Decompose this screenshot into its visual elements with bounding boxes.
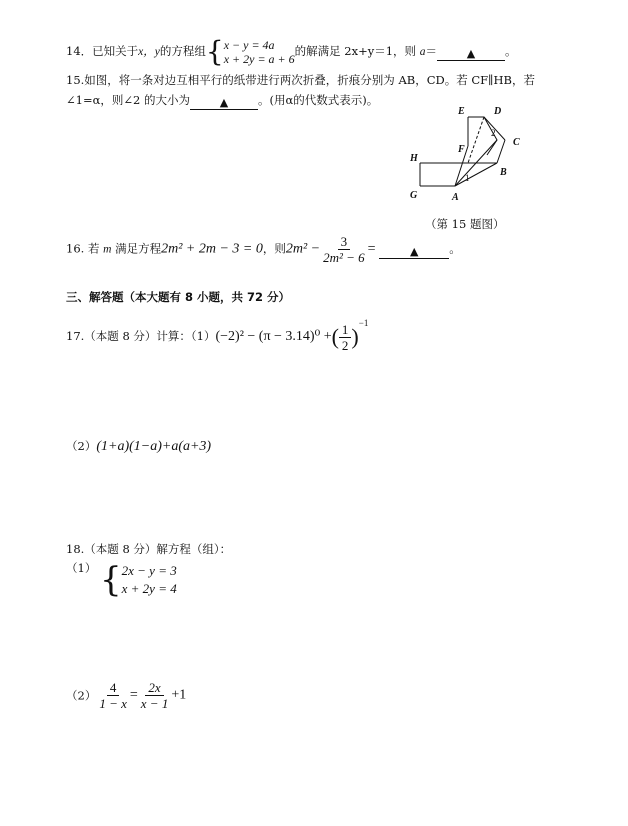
question-14 bbox=[66, 35, 517, 68]
q18-rhs-fraction bbox=[138, 680, 172, 711]
label-a: A bbox=[452, 192, 459, 203]
q17-frac-num: 1 bbox=[339, 322, 352, 338]
label-g: G bbox=[410, 190, 418, 201]
q14-after: 的解满足 2x+y＝1，则 bbox=[294, 44, 417, 58]
q14-prefix: 14．已知关于 bbox=[66, 44, 139, 58]
q18-rhs-num: 2x bbox=[145, 680, 163, 696]
label-b: B bbox=[500, 167, 507, 178]
q17-part2-label: （2） bbox=[66, 439, 97, 453]
triangle-icon: ▲ bbox=[219, 96, 229, 109]
q15-answer-blank[interactable] bbox=[190, 95, 258, 110]
brace-icon: { bbox=[205, 35, 224, 68]
q18-lhs-num: 4 bbox=[107, 680, 120, 696]
q16-prefix: 16. 若 bbox=[66, 241, 100, 256]
label-c: C bbox=[513, 137, 520, 148]
q14-equals: ＝ bbox=[425, 44, 437, 58]
paren-right: ) bbox=[351, 324, 359, 349]
q17-fraction bbox=[339, 322, 352, 353]
q18-system-eqs bbox=[122, 562, 177, 598]
q16-frac-num: 3 bbox=[338, 234, 351, 250]
q14-answer-blank[interactable] bbox=[437, 46, 505, 61]
q18-lhs-fraction bbox=[96, 680, 130, 711]
q14-eq2: x + 2y = a + 6 bbox=[223, 52, 295, 66]
line-bc bbox=[497, 140, 505, 163]
q18-part1-label: （1） bbox=[66, 561, 97, 575]
q17-part2 bbox=[66, 438, 211, 455]
q18-rhs-tail: +1 bbox=[171, 687, 187, 703]
q17-exponent: −1 bbox=[358, 318, 369, 328]
q18-eq2: x + 2y = 4 bbox=[121, 581, 177, 596]
q17-part2-expr: (1+a)(1−a)+a(a+3) bbox=[96, 439, 212, 454]
q15-caption: （第 15 题图） bbox=[425, 217, 505, 231]
q15-line2-b: 。(用α的代数式表示)。 bbox=[257, 93, 379, 107]
label-e: E bbox=[458, 106, 465, 117]
label-d: D bbox=[494, 106, 502, 117]
q15-line1: 15.如图，将一条对边互相平行的纸带进行两次折叠，折痕分别为 AB，CD。若 CF∥HB，若 bbox=[66, 73, 535, 87]
section-3-heading: 三、解答题（本大题有 8 小题，共 72 分） bbox=[66, 290, 291, 304]
label-f: F bbox=[458, 144, 465, 155]
q18-rhs-den: x − 1 bbox=[140, 696, 169, 711]
q16-answer-blank[interactable] bbox=[379, 244, 449, 259]
dashed-fold bbox=[468, 117, 484, 163]
angle-2-label: 2 bbox=[491, 128, 496, 138]
q14-vars: x，y bbox=[138, 46, 160, 58]
q18-system bbox=[100, 562, 177, 598]
q16-then: ，则 bbox=[262, 241, 286, 256]
brace-icon: { bbox=[100, 560, 122, 600]
q18-eq-sign: = bbox=[129, 687, 138, 703]
q16-mid: 满足方程 bbox=[115, 241, 162, 256]
q18-lhs-den: 1 − x bbox=[99, 696, 127, 711]
q15-line2 bbox=[66, 92, 378, 110]
q17-head: 17.（本题 8 分）计算：（1） bbox=[66, 329, 216, 343]
q15-figure bbox=[400, 100, 540, 210]
q14-system bbox=[224, 38, 295, 66]
q16-eq: 2m² + 2m − 3 = 0 bbox=[161, 241, 263, 257]
q17-frac-den: 2 bbox=[341, 337, 349, 353]
q14-eq1: x − y = 4a bbox=[223, 38, 275, 52]
q16-frac-den: 2m² − 6 bbox=[323, 250, 365, 265]
q16-lhs: 2m² − bbox=[285, 241, 321, 257]
triangle-icon: ▲ bbox=[410, 244, 419, 258]
q18-part2-label: （2） bbox=[66, 688, 97, 703]
q15-line2-a: ∠1=α，则∠2 的大小为 bbox=[66, 93, 190, 107]
question-16 bbox=[66, 234, 461, 265]
question-17 bbox=[66, 318, 368, 353]
q18-part2 bbox=[66, 680, 186, 711]
q14-a-label: a bbox=[419, 46, 426, 58]
q14-end: 。 bbox=[504, 44, 517, 58]
paren-left: ( bbox=[331, 324, 339, 349]
angle-1-label: 1 bbox=[465, 173, 470, 183]
triangle-icon: ▲ bbox=[466, 47, 476, 60]
q14-middle: 的方程组 bbox=[159, 44, 206, 58]
q16-m: m bbox=[103, 243, 112, 256]
q18-head: 18.（本题 8 分）解方程（组）： bbox=[66, 542, 232, 556]
q18-eq1: 2x − y = 3 bbox=[121, 563, 177, 578]
q16-eq-sign: = bbox=[367, 241, 376, 257]
q16-end: 。 bbox=[449, 241, 461, 256]
q17-expr-a: (−2)² − (π − 3.14)⁰ + bbox=[215, 329, 332, 344]
label-h: H bbox=[410, 153, 418, 164]
q16-fraction bbox=[320, 234, 368, 265]
